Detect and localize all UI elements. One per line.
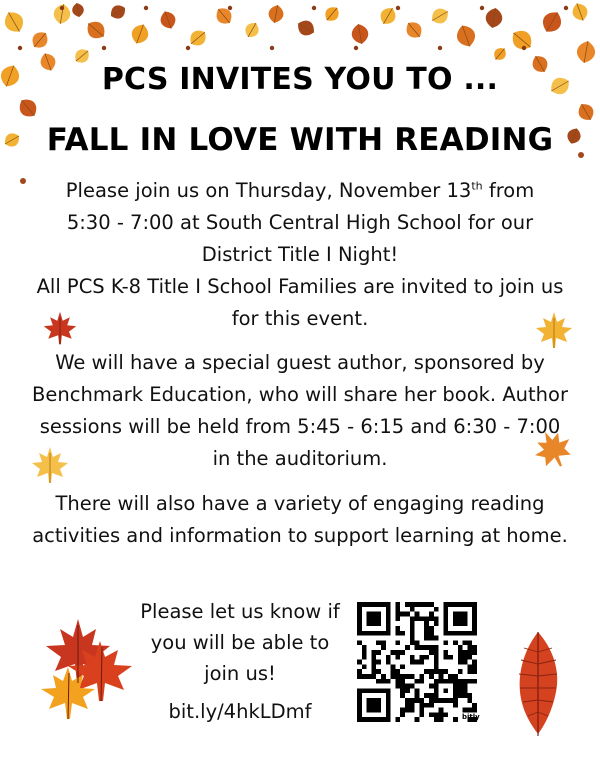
qr-caption: bitly xyxy=(462,713,480,721)
berry-dot xyxy=(354,46,358,50)
maple-leaf-cluster-icon xyxy=(38,615,138,723)
red-maple-leaf-icon xyxy=(40,310,80,346)
berry-dot xyxy=(522,46,526,50)
berry-dot xyxy=(60,6,64,10)
gold-maple-leaf-icon xyxy=(30,445,70,485)
red-leaf-icon xyxy=(508,628,568,738)
decor-dot xyxy=(578,152,584,158)
rsvp-text: Please let us know if you will be able to join us! xyxy=(140,600,340,685)
rsvp-link[interactable]: bit.ly/4hkLDmf xyxy=(168,700,312,723)
decor-dot xyxy=(20,178,26,184)
qr-code-icon[interactable] xyxy=(357,602,477,722)
berry-dot xyxy=(18,46,22,50)
date-ordinal: th xyxy=(471,179,483,193)
berry-dot xyxy=(270,46,274,50)
intro-line1-text: Please join us on Thursday, November 13 xyxy=(65,179,472,202)
berry-dot xyxy=(396,6,400,10)
berry-dot xyxy=(312,6,316,10)
activities-paragraph: There will also have a variety of engaging reading activities and information to support learning at home. xyxy=(32,492,568,547)
intro-line1-tail: from xyxy=(482,179,535,202)
berry-dot xyxy=(564,6,568,10)
author-paragraph: We will have a special guest author, sponsored by Benchmark Education, who will share her book. Author sessions will be held from 5:45 - 6:15 and 6:30 - 7:00 in the auditorium. xyxy=(32,351,568,470)
subheadline: FALL IN LOVE WITH READING xyxy=(46,122,554,158)
headline: PCS INVITES YOU TO ... xyxy=(101,62,499,97)
orange-maple-leaf-icon xyxy=(532,428,574,470)
gold-maple-leaf-icon xyxy=(533,310,575,350)
invite-text: All PCS K-8 Title I School Families are invited to join us for this event. xyxy=(36,275,564,330)
berry-dot xyxy=(102,46,106,50)
berry-dot xyxy=(438,46,442,50)
berry-dot xyxy=(144,6,148,10)
berry-dot xyxy=(228,6,232,10)
berry-dot xyxy=(480,6,484,10)
berry-dot xyxy=(186,46,190,50)
intro-paragraph xyxy=(30,175,570,335)
intro-details: 5:30 - 7:00 at South Central High School for our District Title I Night! xyxy=(66,211,534,266)
